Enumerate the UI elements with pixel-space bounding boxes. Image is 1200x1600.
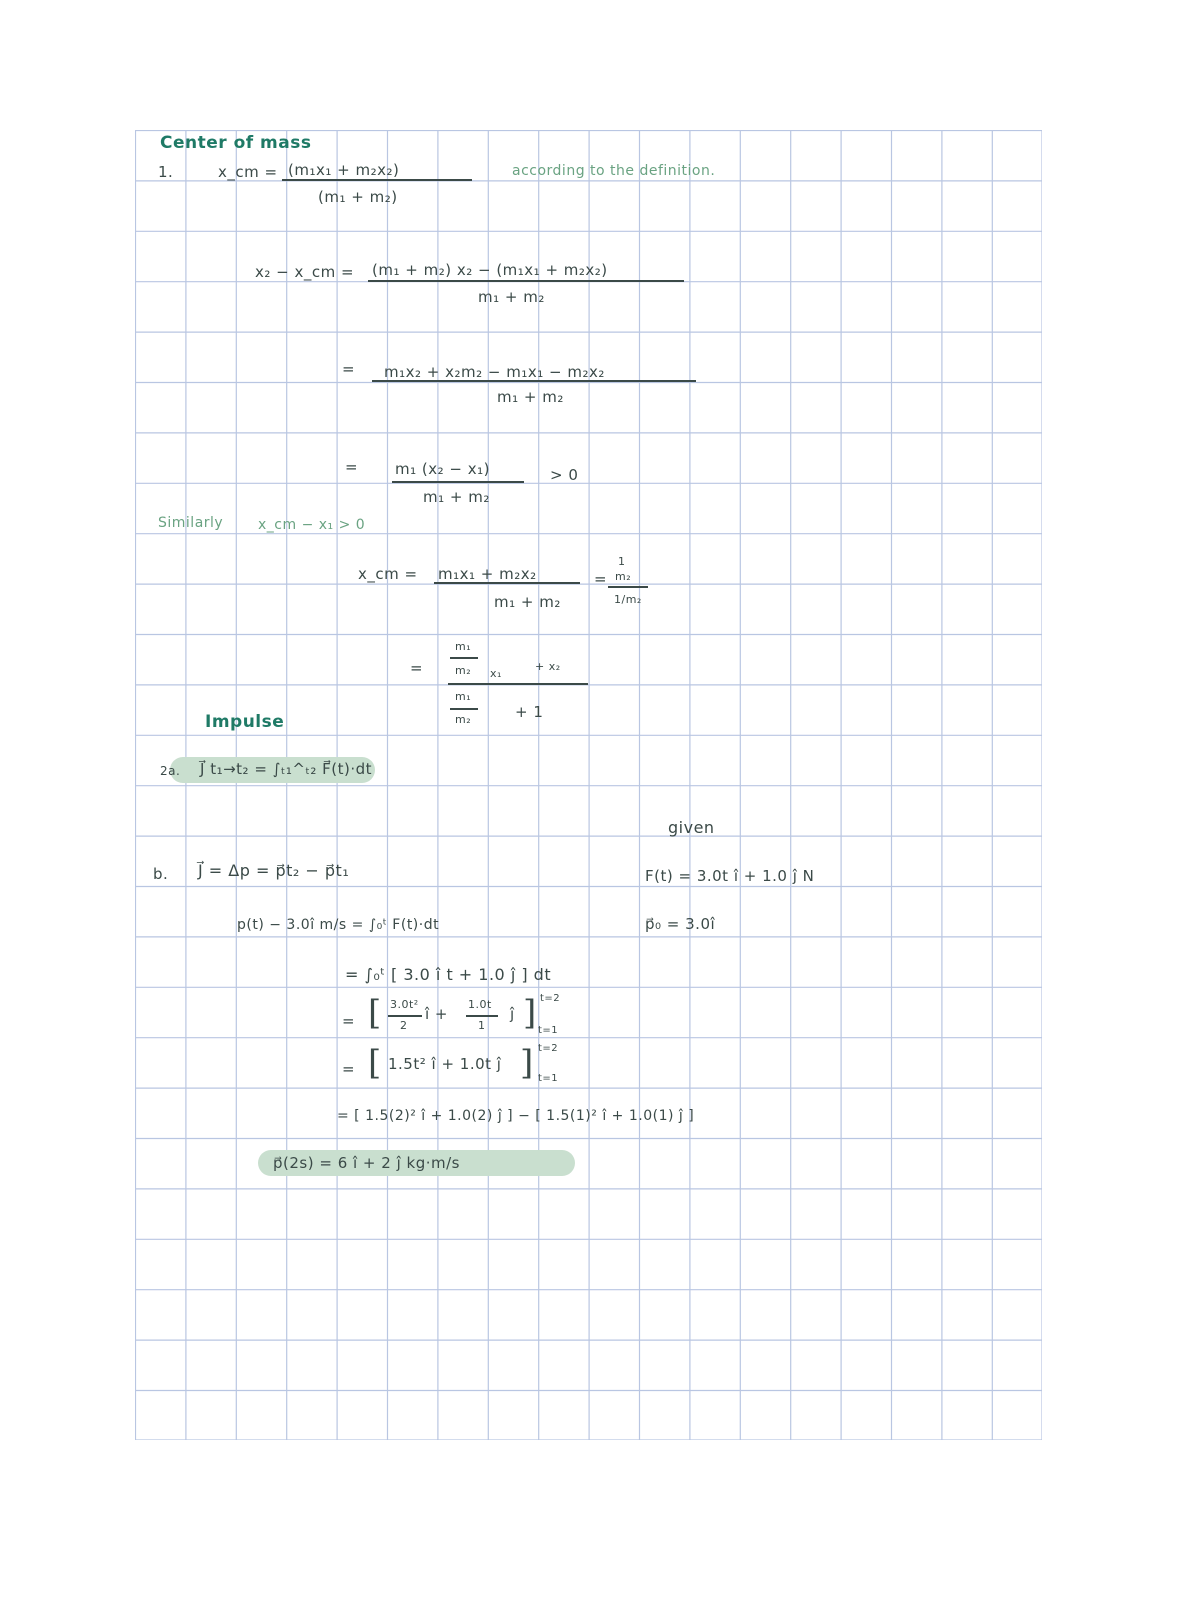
similarly-label: Similarly	[158, 515, 224, 531]
problem-2a-number: 2a.	[160, 764, 181, 778]
eq6-inner-bar-bottom	[450, 708, 478, 710]
given-initial-momentum: p⃗₀ = 3.0î	[645, 915, 716, 933]
eq6-ratio-bottom: m₂	[455, 664, 472, 677]
eq5-fraction-bar	[434, 582, 580, 584]
step2-left-bracket: [	[368, 993, 382, 1033]
step3-body: 1.5t² î + 1.0t ĵ	[388, 1055, 502, 1073]
grid-paper	[135, 130, 1042, 1440]
step3-upper-limit: t=2	[538, 1043, 559, 1054]
eq4-denominator: m₁ + m₂	[423, 488, 490, 506]
integral-step-3-equals: =	[342, 1060, 356, 1078]
integral-step-4: = [ 1.5(2)² î + 1.0(2) ĵ ] − [ 1.5(1)² î + 1.0(1) ĵ ]	[337, 1108, 695, 1124]
step2-i-plus: î +	[425, 1005, 449, 1023]
problem-b-number: b.	[153, 865, 169, 883]
eq6-inner-bar-top	[450, 657, 478, 659]
eq4-numerator: m₁ (x₂ − x₁)	[395, 460, 490, 478]
step2-term-b-denominator: 1	[478, 1019, 486, 1032]
impulse-definition: J⃗ t₁→t₂ = ∫ₜ₁^ₜ₂ F⃗(t)·dt	[200, 760, 373, 778]
eq2-lhs: x₂ − x_cm =	[255, 263, 355, 281]
step2-j: ĵ	[510, 1005, 515, 1023]
eq5-right-fraction-bar	[608, 586, 648, 588]
eq3-equals: =	[342, 360, 356, 378]
eq3-denominator: m₁ + m₂	[497, 388, 564, 406]
step2-upper-limit: t=2	[540, 993, 561, 1004]
eq6-denominator-ratio-bottom: m₂	[455, 713, 472, 726]
eq3-numerator: m₁x₂ + x₂m₂ − m₁x₁ − m₂x₂	[384, 363, 605, 381]
given-label: given	[668, 818, 715, 837]
eq5-right-middle: m₂	[615, 570, 632, 583]
eq5-numerator: m₁x₁ + m₂x₂	[438, 565, 537, 583]
problem-1-number: 1.	[158, 163, 174, 181]
eq1-numerator: (m₁x₁ + m₂x₂)	[288, 161, 400, 179]
step2-fraction-b	[466, 1015, 498, 1017]
step2-term-a-denominator: 2	[400, 1019, 408, 1032]
eq1-fraction-bar	[282, 179, 472, 181]
eq5-right-numerator: 1	[618, 555, 626, 568]
eq6-denominator-ratio-top: m₁	[455, 690, 472, 703]
eq5-right-denominator: 1/m₂	[614, 593, 642, 606]
eq5-lhs: x_cm =	[358, 565, 418, 583]
step2-right-bracket: ]	[523, 993, 537, 1033]
momentum-integral-line: p(t) − 3.0î m/s = ∫₀ᵗ F(t)·dt	[237, 917, 440, 933]
eq5-equals: =	[594, 570, 608, 588]
impulse-momentum-equation: J⃗ = Δp = p⃗t₂ − p⃗t₁	[198, 861, 350, 880]
eq6-equals: =	[410, 659, 424, 677]
impulse-heading: Impulse	[205, 712, 285, 732]
eq6-x1: x₁	[490, 667, 502, 680]
step2-fraction-a	[388, 1015, 422, 1017]
similarly-equation: x_cm − x₁ > 0	[258, 517, 366, 533]
integral-step-2-equals: =	[342, 1012, 356, 1030]
eq3-fraction-bar	[372, 380, 696, 382]
eq2-denominator: m₁ + m₂	[478, 288, 545, 306]
eq1-lhs: x_cm =	[218, 163, 278, 181]
eq2-numerator: (m₁ + m₂) x₂ − (m₁x₁ + m₂x₂)	[372, 261, 608, 279]
definition-note: according to the definition.	[512, 163, 716, 179]
step3-right-bracket: ]	[520, 1043, 534, 1083]
eq4-equals: =	[345, 458, 359, 476]
step2-term-b: 1.0t	[468, 998, 492, 1011]
eq4-fraction-bar	[392, 481, 524, 483]
step2-term-a: 3.0t²	[390, 998, 419, 1011]
eq6-ratio-top: m₁	[455, 640, 472, 653]
step3-left-bracket: [	[368, 1043, 382, 1083]
eq6-plus-x2: + x₂	[535, 660, 561, 673]
integral-step-1: = ∫₀ᵗ [ 3.0 î t + 1.0 ĵ ] dt	[345, 965, 552, 984]
eq5-denominator: m₁ + m₂	[494, 593, 561, 611]
given-force: F(t) = 3.0t î + 1.0 ĵ N	[645, 867, 815, 885]
eq4-rhs: > 0	[550, 466, 579, 484]
eq6-plus-one: + 1	[515, 703, 544, 721]
eq6-main-fraction-bar	[448, 683, 588, 685]
center-of-mass-heading: Center of mass	[160, 133, 312, 153]
final-momentum-result: p⃗(2s) = 6 î + 2 ĵ kg·m/s	[273, 1154, 460, 1172]
eq1-denominator: (m₁ + m₂)	[318, 188, 398, 206]
step2-lower-limit: t=1	[538, 1025, 559, 1036]
step3-lower-limit: t=1	[538, 1073, 559, 1084]
eq2-fraction-bar	[368, 280, 684, 282]
